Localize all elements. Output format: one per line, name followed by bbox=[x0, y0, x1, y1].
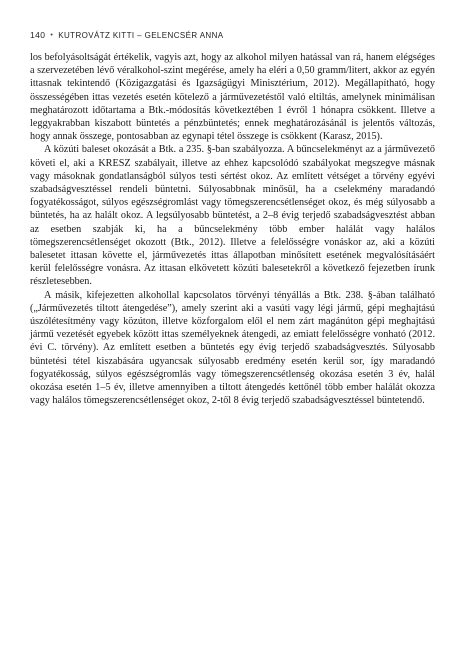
header-separator: • bbox=[50, 31, 54, 39]
paragraph-jarmuvezetes-atengedese: A másik, kifejezetten alkohollal kapcsolatos törvényi tényállás a Btk. 238. §-ában található („Járművezetés tiltott átengedése”), amely szerint aki a vasúti vagy légi jármű, gépi meghajtású úszólétesítmény vagy közúton, illetve közforgalom elől el nem zárt magánúton gépi meghajtású jármű vezetését egyebek között ittas személyeknek átengedi, az emiatt felelősségre vonható (2012. évi C. törvény). Az említett esetben a büntetés egy évig terjedő szabadságvesztés. Súlyosabb büntetési tétel kiszabására ugyancsak súlyosabb eredmény esetén kerül sor, így maradandó fogyatékosság, súlyos egészségromlás vagy tömegszerencsétlenség okozása esetén 3 év, halál okozása esetén 1–5 év, illetve amennyiben a tiltott átengedés kettőnél több ember halálát okozza vagy halálos tömegszerencsétlenséget okoz, 2-től 8 évig terjedő szabadságvesztéssel büntetendő. bbox=[30, 289, 435, 407]
header-authors: KUTROVÁTZ KITTI – GELENCSÉR ANNA bbox=[58, 30, 224, 40]
paragraph-continuation: los befolyásoltságát értékelik, vagyis azt, hogy az alkohol milyen hatással van rá, hanem elégséges a szervezetében lévő véralkohol-szint megérése, amely ha eléri a 0,50 gramm/litert, akkor az egyén ittasnak tekintendő (Közigazgatási és Igazságügyi Minisztérium, 2012). Megállapítható, hogy összességében ittas vezetés esetén kötelező a járművezetéstől való eltiltás, amelynek minimálisan meghatározott időtartama a Btk.-módosítás következtében 1 évről 1 hónapra csökkent. Illetve a leggyakrabban kiszabott büntetés a pénzbüntetés; ennek meghatározásánál is jelentős változás, hogy annak összege, pontosabban az egynapi tétel összege is csökkent (Karasz, 2015). bbox=[30, 52, 435, 143]
paragraph-kozuti-baleset: A közúti baleset okozását a Btk. a 235. §-ban szabályozza. A bűncselekményt az a járművezető követi el, aki a KRESZ szabályait, illetve az ehhez kapcsolódó szabályokat megszegve másnak vagy másoknak gondatlanságból súlyos testi sértést okoz. Az említett vétséget a törvény egyévi szabadságvesztéssel rendeli büntetni. Súlyosabbnak minősül, ha a cselekmény maradandó fogyatékosságot, súlyos egészségromlást vagy tömegszerencsétlenséget okoz, és még súlyosabb a büntetés, ha az halált okoz. A legsúlyosabb büntetést, a 2–8 évig terjedő szabadságvesztést abban az esetben szabják ki, ha a bűncselekmény több ember halálát vagy halálos tömegszerencsétlenséget okozott (Btk., 2012). Illetve a felelősségre vonáskor az, aki a közúti balesetet ittasan követte el, járművezetés ittas állapotban minősített esetének megvalósításáért kerül felelősségre vonásra. Az ittasan elkövetett közúti balesetekről a következő fejezetben írunk részletesebben. bbox=[30, 144, 435, 288]
body-text bbox=[30, 51, 435, 407]
running-header bbox=[30, 30, 224, 40]
page-number: 140 bbox=[30, 30, 46, 40]
